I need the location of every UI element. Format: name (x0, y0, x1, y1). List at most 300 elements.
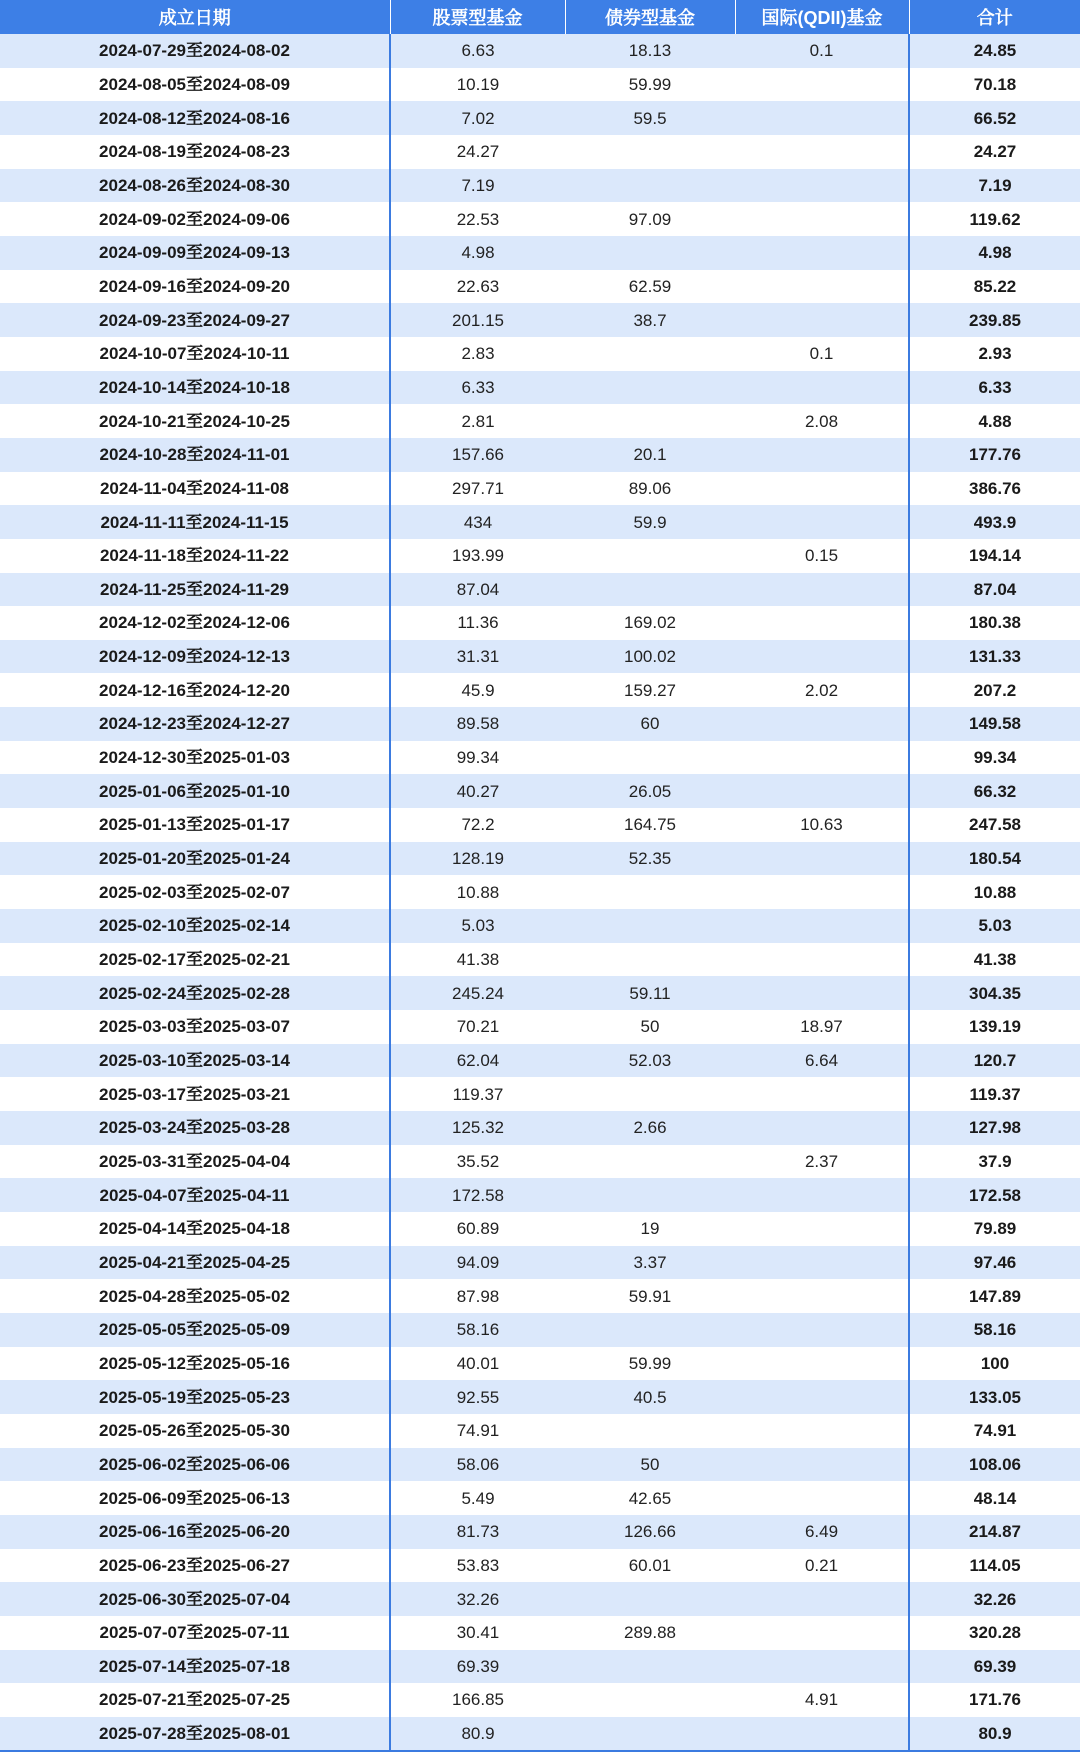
cell-stock-fund: 87.04 (390, 573, 565, 607)
cell-stock-fund: 6.33 (390, 371, 565, 405)
cell-bond-fund (565, 943, 735, 977)
cell-stock-fund: 58.16 (390, 1313, 565, 1347)
cell-qdii-fund (735, 371, 909, 405)
cell-qdii-fund (735, 68, 909, 102)
header-qdii-fund: 国际(QDII)基金 (735, 0, 909, 34)
cell-total: 2.93 (909, 337, 1080, 371)
cell-qdii-fund (735, 640, 909, 674)
table-row (0, 438, 1080, 472)
cell-qdii-fund (735, 303, 909, 337)
cell-date: 2024-12-02至2024-12-06 (0, 606, 390, 640)
table-body (0, 34, 1080, 1750)
cell-qdii-fund (735, 1650, 909, 1684)
cell-date: 2025-01-06至2025-01-10 (0, 774, 390, 808)
cell-total: 114.05 (909, 1549, 1080, 1583)
cell-bond-fund: 100.02 (565, 640, 735, 674)
cell-qdii-fund (735, 573, 909, 607)
cell-qdii-fund (735, 707, 909, 741)
table-header (0, 0, 1080, 34)
cell-total: 4.88 (909, 404, 1080, 438)
cell-date: 2024-12-09至2024-12-13 (0, 640, 390, 674)
table-row (0, 1313, 1080, 1347)
cell-stock-fund: 45.9 (390, 673, 565, 707)
cell-date: 2025-04-28至2025-05-02 (0, 1279, 390, 1313)
cell-bond-fund: 59.99 (565, 1347, 735, 1381)
cell-stock-fund: 5.49 (390, 1481, 565, 1515)
cell-bond-fund (565, 539, 735, 573)
cell-total: 7.19 (909, 169, 1080, 203)
cell-bond-fund: 50 (565, 1010, 735, 1044)
cell-qdii-fund (735, 909, 909, 943)
cell-date: 2024-11-18至2024-11-22 (0, 539, 390, 573)
cell-total: 48.14 (909, 1481, 1080, 1515)
cell-bond-fund: 62.59 (565, 270, 735, 304)
table-row (0, 34, 1080, 68)
cell-qdii-fund (735, 135, 909, 169)
cell-total: 79.89 (909, 1212, 1080, 1246)
cell-total: 41.38 (909, 943, 1080, 977)
cell-qdii-fund (735, 1448, 909, 1482)
cell-date: 2025-02-17至2025-02-21 (0, 943, 390, 977)
cell-total: 147.89 (909, 1279, 1080, 1313)
cell-total: 139.19 (909, 1010, 1080, 1044)
table-row (0, 1549, 1080, 1583)
cell-stock-fund: 157.66 (390, 438, 565, 472)
cell-date: 2025-03-10至2025-03-14 (0, 1044, 390, 1078)
cell-total: 119.62 (909, 202, 1080, 236)
cell-total: 304.35 (909, 976, 1080, 1010)
cell-date: 2025-04-07至2025-04-11 (0, 1178, 390, 1212)
cell-stock-fund: 7.02 (390, 101, 565, 135)
cell-date: 2024-10-14至2024-10-18 (0, 371, 390, 405)
cell-qdii-fund: 2.02 (735, 673, 909, 707)
cell-stock-fund: 70.21 (390, 1010, 565, 1044)
cell-date: 2024-12-16至2024-12-20 (0, 673, 390, 707)
cell-stock-fund: 74.91 (390, 1414, 565, 1448)
cell-stock-fund: 35.52 (390, 1145, 565, 1179)
cell-date: 2025-02-24至2025-02-28 (0, 976, 390, 1010)
cell-stock-fund: 94.09 (390, 1246, 565, 1280)
table-row (0, 1515, 1080, 1549)
table-row (0, 976, 1080, 1010)
cell-date: 2024-08-19至2024-08-23 (0, 135, 390, 169)
cell-total: 87.04 (909, 573, 1080, 607)
cell-stock-fund: 5.03 (390, 909, 565, 943)
cell-bond-fund: 26.05 (565, 774, 735, 808)
cell-total: 100 (909, 1347, 1080, 1381)
cell-bond-fund: 60 (565, 707, 735, 741)
cell-total: 24.27 (909, 135, 1080, 169)
cell-total: 120.7 (909, 1044, 1080, 1078)
cell-stock-fund: 87.98 (390, 1279, 565, 1313)
cell-qdii-fund (735, 606, 909, 640)
cell-stock-fund: 4.98 (390, 236, 565, 270)
cell-qdii-fund (735, 236, 909, 270)
table-row (0, 1145, 1080, 1179)
cell-qdii-fund: 4.91 (735, 1683, 909, 1717)
cell-total: 119.37 (909, 1077, 1080, 1111)
cell-bond-fund: 89.06 (565, 472, 735, 506)
cell-total: 10.88 (909, 875, 1080, 909)
cell-qdii-fund (735, 1347, 909, 1381)
cell-bond-fund: 59.99 (565, 68, 735, 102)
cell-stock-fund: 62.04 (390, 1044, 565, 1078)
table-row (0, 1717, 1080, 1751)
cell-stock-fund: 60.89 (390, 1212, 565, 1246)
cell-total: 37.9 (909, 1145, 1080, 1179)
table-row (0, 1279, 1080, 1313)
cell-bond-fund: 42.65 (565, 1481, 735, 1515)
table-row (0, 68, 1080, 102)
header-row (0, 0, 1080, 34)
cell-bond-fund: 50 (565, 1448, 735, 1482)
cell-bond-fund: 169.02 (565, 606, 735, 640)
cell-bond-fund: 60.01 (565, 1549, 735, 1583)
cell-date: 2025-01-13至2025-01-17 (0, 808, 390, 842)
cell-stock-fund: 81.73 (390, 1515, 565, 1549)
cell-bond-fund (565, 371, 735, 405)
table-row (0, 909, 1080, 943)
cell-bond-fund: 40.5 (565, 1380, 735, 1414)
header-total: 合计 (909, 0, 1080, 34)
cell-qdii-fund: 0.15 (735, 539, 909, 573)
cell-bond-fund: 2.66 (565, 1111, 735, 1145)
cell-stock-fund: 53.83 (390, 1549, 565, 1583)
cell-total: 66.52 (909, 101, 1080, 135)
cell-date: 2024-09-23至2024-09-27 (0, 303, 390, 337)
cell-stock-fund: 92.55 (390, 1380, 565, 1414)
cell-bond-fund: 126.66 (565, 1515, 735, 1549)
cell-stock-fund: 245.24 (390, 976, 565, 1010)
cell-qdii-fund: 10.63 (735, 808, 909, 842)
cell-stock-fund: 6.63 (390, 34, 565, 68)
cell-date: 2025-01-20至2025-01-24 (0, 842, 390, 876)
cell-stock-fund: 58.06 (390, 1448, 565, 1482)
cell-date: 2025-03-24至2025-03-28 (0, 1111, 390, 1145)
cell-bond-fund: 38.7 (565, 303, 735, 337)
cell-bond-fund (565, 1313, 735, 1347)
table-row (0, 236, 1080, 270)
cell-total: 66.32 (909, 774, 1080, 808)
cell-stock-fund: 172.58 (390, 1178, 565, 1212)
cell-qdii-fund (735, 875, 909, 909)
cell-qdii-fund (735, 438, 909, 472)
cell-total: 172.58 (909, 1178, 1080, 1212)
table-row (0, 741, 1080, 775)
cell-stock-fund: 89.58 (390, 707, 565, 741)
cell-bond-fund: 59.91 (565, 1279, 735, 1313)
table-row (0, 1010, 1080, 1044)
header-date: 成立日期 (0, 0, 390, 34)
cell-bond-fund: 52.03 (565, 1044, 735, 1078)
cell-bond-fund: 3.37 (565, 1246, 735, 1280)
table-row (0, 337, 1080, 371)
table-row (0, 640, 1080, 674)
cell-total: 70.18 (909, 68, 1080, 102)
cell-date: 2025-03-03至2025-03-07 (0, 1010, 390, 1044)
cell-qdii-fund (735, 1582, 909, 1616)
cell-bond-fund: 59.11 (565, 976, 735, 1010)
cell-date: 2025-06-30至2025-07-04 (0, 1582, 390, 1616)
cell-bond-fund (565, 875, 735, 909)
table-row (0, 404, 1080, 438)
cell-stock-fund: 201.15 (390, 303, 565, 337)
cell-date: 2025-02-03至2025-02-07 (0, 875, 390, 909)
cell-date: 2024-09-02至2024-09-06 (0, 202, 390, 236)
table-row (0, 774, 1080, 808)
cell-qdii-fund: 6.49 (735, 1515, 909, 1549)
cell-stock-fund: 434 (390, 505, 565, 539)
cell-date: 2025-07-07至2025-07-11 (0, 1616, 390, 1650)
cell-stock-fund: 80.9 (390, 1717, 565, 1751)
table-row (0, 539, 1080, 573)
cell-bond-fund: 97.09 (565, 202, 735, 236)
table-row (0, 1111, 1080, 1145)
table-row (0, 202, 1080, 236)
cell-total: 133.05 (909, 1380, 1080, 1414)
cell-bond-fund (565, 573, 735, 607)
cell-bond-fund: 52.35 (565, 842, 735, 876)
cell-date: 2025-03-31至2025-04-04 (0, 1145, 390, 1179)
cell-total: 214.87 (909, 1515, 1080, 1549)
cell-qdii-fund (735, 1111, 909, 1145)
cell-bond-fund (565, 909, 735, 943)
cell-stock-fund: 166.85 (390, 1683, 565, 1717)
cell-stock-fund: 10.88 (390, 875, 565, 909)
table-row (0, 1414, 1080, 1448)
cell-date: 2025-05-19至2025-05-23 (0, 1380, 390, 1414)
cell-qdii-fund (735, 1717, 909, 1751)
cell-total: 69.39 (909, 1650, 1080, 1684)
cell-date: 2024-08-26至2024-08-30 (0, 169, 390, 203)
cell-qdii-fund (735, 1279, 909, 1313)
table-row (0, 505, 1080, 539)
cell-bond-fund (565, 741, 735, 775)
cell-total: 80.9 (909, 1717, 1080, 1751)
cell-stock-fund: 125.32 (390, 1111, 565, 1145)
cell-bond-fund (565, 1650, 735, 1684)
cell-bond-fund: 59.5 (565, 101, 735, 135)
table-row (0, 1178, 1080, 1212)
table-row (0, 1246, 1080, 1280)
cell-qdii-fund (735, 202, 909, 236)
cell-stock-fund: 22.63 (390, 270, 565, 304)
cell-total: 194.14 (909, 539, 1080, 573)
cell-stock-fund: 119.37 (390, 1077, 565, 1111)
cell-total: 239.85 (909, 303, 1080, 337)
table-row (0, 1616, 1080, 1650)
cell-bond-fund: 289.88 (565, 1616, 735, 1650)
cell-qdii-fund (735, 943, 909, 977)
table-row (0, 1347, 1080, 1381)
table-row (0, 1044, 1080, 1078)
cell-stock-fund: 99.34 (390, 741, 565, 775)
table-row (0, 1650, 1080, 1684)
table-row (0, 1481, 1080, 1515)
cell-qdii-fund (735, 101, 909, 135)
cell-bond-fund (565, 1717, 735, 1751)
table-row (0, 101, 1080, 135)
cell-total: 207.2 (909, 673, 1080, 707)
cell-stock-fund: 297.71 (390, 472, 565, 506)
cell-total: 180.54 (909, 842, 1080, 876)
cell-date: 2024-11-11至2024-11-15 (0, 505, 390, 539)
table-row (0, 673, 1080, 707)
cell-total: 99.34 (909, 741, 1080, 775)
cell-date: 2024-11-04至2024-11-08 (0, 472, 390, 506)
cell-stock-fund: 31.31 (390, 640, 565, 674)
table-row (0, 1582, 1080, 1616)
cell-qdii-fund: 2.08 (735, 404, 909, 438)
table-row (0, 371, 1080, 405)
cell-date: 2024-10-21至2024-10-25 (0, 404, 390, 438)
table-row (0, 1212, 1080, 1246)
cell-qdii-fund (735, 1178, 909, 1212)
cell-bond-fund (565, 1582, 735, 1616)
cell-bond-fund: 19 (565, 1212, 735, 1246)
cell-stock-fund: 193.99 (390, 539, 565, 573)
cell-qdii-fund (735, 1380, 909, 1414)
cell-stock-fund: 40.27 (390, 774, 565, 808)
cell-total: 386.76 (909, 472, 1080, 506)
cell-date: 2024-10-07至2024-10-11 (0, 337, 390, 371)
cell-total: 74.91 (909, 1414, 1080, 1448)
cell-total: 58.16 (909, 1313, 1080, 1347)
table-row (0, 1683, 1080, 1717)
cell-qdii-fund (735, 842, 909, 876)
cell-qdii-fund (735, 1246, 909, 1280)
cell-bond-fund: 59.9 (565, 505, 735, 539)
cell-date: 2025-07-28至2025-08-01 (0, 1717, 390, 1751)
cell-date: 2025-06-09至2025-06-13 (0, 1481, 390, 1515)
cell-qdii-fund (735, 774, 909, 808)
cell-total: 24.85 (909, 34, 1080, 68)
cell-qdii-fund (735, 472, 909, 506)
cell-stock-fund: 11.36 (390, 606, 565, 640)
cell-date: 2024-08-05至2024-08-09 (0, 68, 390, 102)
cell-date: 2025-06-02至2025-06-06 (0, 1448, 390, 1482)
table-row (0, 135, 1080, 169)
cell-qdii-fund: 0.1 (735, 337, 909, 371)
cell-date: 2024-08-12至2024-08-16 (0, 101, 390, 135)
cell-total: 97.46 (909, 1246, 1080, 1280)
cell-total: 493.9 (909, 505, 1080, 539)
cell-total: 32.26 (909, 1582, 1080, 1616)
table-row (0, 606, 1080, 640)
cell-qdii-fund (735, 1077, 909, 1111)
cell-date: 2025-06-23至2025-06-27 (0, 1549, 390, 1583)
cell-qdii-fund (735, 169, 909, 203)
cell-date: 2024-07-29至2024-08-02 (0, 34, 390, 68)
cell-total: 4.98 (909, 236, 1080, 270)
cell-total: 180.38 (909, 606, 1080, 640)
cell-qdii-fund (735, 270, 909, 304)
cell-bond-fund (565, 1145, 735, 1179)
cell-qdii-fund: 0.1 (735, 34, 909, 68)
cell-qdii-fund: 0.21 (735, 1549, 909, 1583)
cell-bond-fund (565, 236, 735, 270)
cell-stock-fund: 128.19 (390, 842, 565, 876)
cell-date: 2024-11-25至2024-11-29 (0, 573, 390, 607)
cell-date: 2024-10-28至2024-11-01 (0, 438, 390, 472)
table-row (0, 1077, 1080, 1111)
cell-date: 2024-12-30至2025-01-03 (0, 741, 390, 775)
cell-stock-fund: 10.19 (390, 68, 565, 102)
cell-bond-fund: 18.13 (565, 34, 735, 68)
cell-stock-fund: 7.19 (390, 169, 565, 203)
cell-qdii-fund (735, 1616, 909, 1650)
cell-qdii-fund: 18.97 (735, 1010, 909, 1044)
table-row (0, 573, 1080, 607)
cell-qdii-fund: 2.37 (735, 1145, 909, 1179)
cell-total: 171.76 (909, 1683, 1080, 1717)
cell-date: 2024-09-09至2024-09-13 (0, 236, 390, 270)
table-row (0, 303, 1080, 337)
cell-stock-fund: 24.27 (390, 135, 565, 169)
cell-total: 6.33 (909, 371, 1080, 405)
table-row (0, 270, 1080, 304)
cell-date: 2025-07-21至2025-07-25 (0, 1683, 390, 1717)
cell-bond-fund: 164.75 (565, 808, 735, 842)
cell-total: 177.76 (909, 438, 1080, 472)
table-row (0, 1448, 1080, 1482)
cell-bond-fund: 20.1 (565, 438, 735, 472)
cell-total: 127.98 (909, 1111, 1080, 1145)
cell-total: 108.06 (909, 1448, 1080, 1482)
cell-total: 247.58 (909, 808, 1080, 842)
cell-stock-fund: 30.41 (390, 1616, 565, 1650)
cell-date: 2024-09-16至2024-09-20 (0, 270, 390, 304)
cell-qdii-fund (735, 1481, 909, 1515)
cell-qdii-fund (735, 1414, 909, 1448)
cell-qdii-fund (735, 741, 909, 775)
cell-qdii-fund (735, 976, 909, 1010)
cell-stock-fund: 32.26 (390, 1582, 565, 1616)
table-row (0, 472, 1080, 506)
cell-bond-fund (565, 169, 735, 203)
cell-stock-fund: 41.38 (390, 943, 565, 977)
cell-stock-fund: 2.83 (390, 337, 565, 371)
cell-date: 2025-02-10至2025-02-14 (0, 909, 390, 943)
cell-date: 2025-04-21至2025-04-25 (0, 1246, 390, 1280)
table-row (0, 875, 1080, 909)
cell-qdii-fund: 6.64 (735, 1044, 909, 1078)
table-row (0, 169, 1080, 203)
cell-qdii-fund (735, 505, 909, 539)
table-row (0, 1380, 1080, 1414)
cell-bond-fund (565, 404, 735, 438)
cell-date: 2025-05-26至2025-05-30 (0, 1414, 390, 1448)
table-row (0, 842, 1080, 876)
cell-bond-fund (565, 1077, 735, 1111)
cell-qdii-fund (735, 1212, 909, 1246)
header-stock-fund: 股票型基金 (390, 0, 565, 34)
cell-bond-fund: 159.27 (565, 673, 735, 707)
cell-stock-fund: 2.81 (390, 404, 565, 438)
cell-date: 2025-07-14至2025-07-18 (0, 1650, 390, 1684)
cell-date: 2025-06-16至2025-06-20 (0, 1515, 390, 1549)
cell-total: 320.28 (909, 1616, 1080, 1650)
cell-date: 2025-04-14至2025-04-18 (0, 1212, 390, 1246)
cell-total: 5.03 (909, 909, 1080, 943)
header-bond-fund: 债券型基金 (565, 0, 735, 34)
cell-total: 149.58 (909, 707, 1080, 741)
cell-date: 2025-03-17至2025-03-21 (0, 1077, 390, 1111)
table-row (0, 808, 1080, 842)
table-row (0, 943, 1080, 977)
cell-stock-fund: 72.2 (390, 808, 565, 842)
cell-date: 2025-05-12至2025-05-16 (0, 1347, 390, 1381)
